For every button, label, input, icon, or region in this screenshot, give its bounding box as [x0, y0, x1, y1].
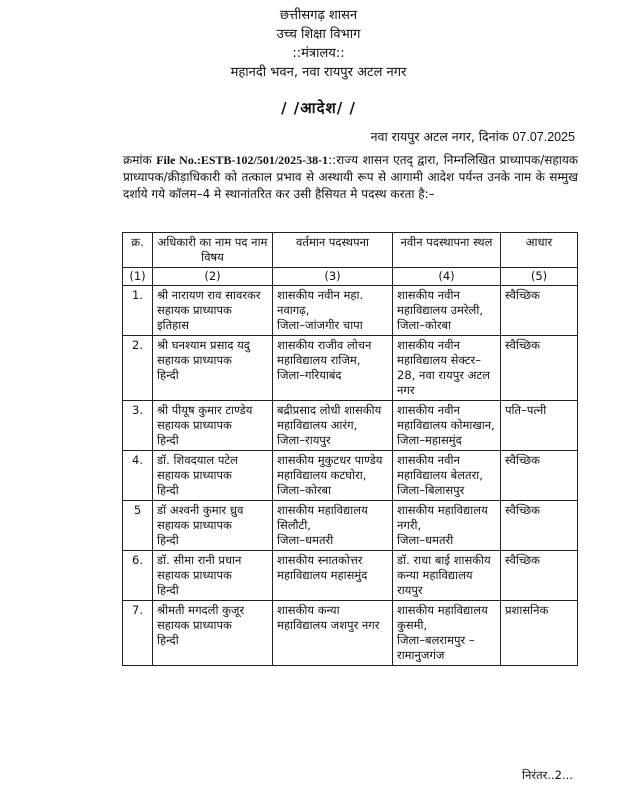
new-posting-cell-line: शासकीय नवीन महाविद्यालय सेक्टर–28, नवा रायपुर अटल नगर: [397, 338, 490, 397]
officer-cell-line: इतिहास: [157, 318, 190, 332]
officer-cell-line: डॉ. शिवदयाल पटेल: [157, 453, 238, 467]
officer-cell-line: श्री पीयूष कुमार टाण्डेय: [157, 403, 253, 417]
current-posting-cell-line: शासकीय कन्या महाविद्यालय जशपुर नगर: [277, 603, 380, 632]
officer-cell-line: डॉ अश्वनी कुमार ध्रुव: [157, 503, 244, 517]
new-posting-cell-line: शासकीय महाविद्यालय कुसमी,: [397, 603, 488, 632]
new-posting-cell-line: शासकीय नवीन महाविद्यालय बेलतरा,: [397, 453, 483, 482]
current-posting-cell-line: जिला–रायपुर: [277, 433, 331, 447]
row-serial: 1.: [123, 286, 153, 336]
officer-cell: [153, 501, 273, 551]
officer-cell: [153, 401, 273, 451]
basis-cell: स्वैच्छिक: [501, 551, 578, 601]
current-posting-cell-line: शासकीय स्नातकोत्तर महाविद्यालय महासमुंद: [277, 553, 368, 582]
header-govt: छत्तीसगढ़ शासन: [279, 8, 358, 23]
officer-cell-line: हिन्दी: [157, 633, 179, 647]
table-row: [123, 601, 578, 666]
dateline-place: नवा रायपुर अटल नगर, दिनांक: [370, 129, 509, 144]
officer-cell-line: सहायक प्राध्यापक: [157, 568, 232, 582]
current-posting-cell: [273, 286, 393, 336]
current-posting-cell-line: शासकीय नवीन महा. नवागढ़,: [277, 288, 364, 317]
col-number: (1): [123, 268, 153, 286]
dateline: [371, 128, 575, 145]
row-serial: 7.: [123, 601, 153, 666]
new-posting-cell: [393, 451, 501, 501]
current-posting-cell-line: बद्रीप्रसाद लोधी शासकीय महाविद्यालय आरंग,: [277, 403, 382, 432]
current-posting-cell-line: जिला–धमतरी: [277, 533, 334, 547]
officer-cell-line: हिन्दी: [157, 583, 179, 597]
header-officer: अधिकारी का नाम पद नाम विषय: [153, 233, 273, 268]
table-row: [123, 551, 578, 601]
officer-cell-line: हिन्दी: [157, 433, 179, 447]
header-sn: क्र.: [123, 233, 153, 268]
basis-cell: पति–पत्नी: [501, 401, 578, 451]
new-posting-cell: [393, 501, 501, 551]
officer-cell-line: सहायक प्राध्यापक: [157, 303, 232, 317]
officer-cell-line: हिन्दी: [157, 483, 179, 497]
header-department: उच्च शिक्षा विभाग: [276, 27, 361, 42]
row-serial: 3.: [123, 401, 153, 451]
col-number: (3): [273, 268, 393, 286]
officer-cell: [153, 451, 273, 501]
officer-cell-line: श्री नारायण राव सावरकर: [157, 288, 261, 302]
table-header-row: [123, 233, 578, 268]
current-posting-cell: [273, 336, 393, 401]
table-row: [123, 401, 578, 451]
officer-cell-line: सहायक प्राध्यापक: [157, 353, 232, 367]
row-serial: 2.: [123, 336, 153, 401]
current-posting-cell-line: जिला–कोरबा: [277, 483, 332, 497]
header-new-posting: नवीन पदस्थापना स्थल: [393, 233, 501, 268]
officer-cell: [153, 601, 273, 666]
officer-cell-line: सहायक प्राध्यापक: [157, 418, 232, 432]
current-posting-cell: [273, 601, 393, 666]
new-posting-cell: [393, 336, 501, 401]
officer-cell-line: श्री घनश्याम प्रसाद यदु: [157, 338, 250, 352]
header-ministry: ::मंत्रालय::: [292, 46, 345, 61]
new-posting-cell-line: शासकीय महाविद्यालय नगरी,: [397, 503, 488, 532]
new-posting-cell-line: जिला–महासमुंद: [397, 433, 462, 447]
basis-cell: स्वैच्छिक: [501, 451, 578, 501]
basis-cell: स्वैच्छिक: [501, 286, 578, 336]
column-number-row: [123, 268, 578, 286]
officer-cell-line: सहायक प्राध्यापक: [157, 518, 232, 532]
file-number: File No.:ESTB-102/501/2025-38-1: [156, 153, 329, 167]
col-number: (5): [501, 268, 578, 286]
transfer-table: [122, 232, 578, 666]
new-posting-cell-line: जिला–धमतरी: [397, 533, 454, 547]
ref-prefix: क्रमांक: [123, 153, 157, 167]
dateline-date: 07.07.2025: [512, 130, 575, 144]
col-number: (4): [393, 268, 501, 286]
basis-cell: प्रशासनिक: [501, 601, 578, 666]
header-address: महानदी भवन, नवा रायपुर अटल नगर: [230, 65, 407, 80]
current-posting-cell-line: जिला–गरियाबंद: [277, 368, 342, 382]
officer-cell: [153, 286, 273, 336]
order-title: / /आदेश/ /: [281, 99, 356, 117]
officer-cell-line: डॉ. सीमा रानी प्रधान: [157, 553, 242, 567]
col-number: (2): [153, 268, 273, 286]
officer-cell-line: सहायक प्राध्यापक: [157, 618, 232, 632]
current-posting-cell-line: शासकीय राजीव लोचन महाविद्यालय राजिम,: [277, 338, 372, 367]
officer-cell-line: सहायक प्राध्यापक: [157, 468, 232, 482]
table-row: [123, 451, 578, 501]
basis-cell: स्वैच्छिक: [501, 336, 578, 401]
new-posting-cell-line: शासकीय नवीन महाविद्यालय उमरेली,: [397, 288, 483, 317]
current-posting-cell-line: जिला–जांजगीर चापा: [277, 318, 363, 332]
current-posting-cell-line: शासकीय मुकुटधर पाण्डेय महाविद्यालय कटघोरा,: [277, 453, 383, 482]
current-posting-cell: [273, 501, 393, 551]
current-posting-cell: [273, 401, 393, 451]
current-posting-cell: [273, 551, 393, 601]
officer-cell: [153, 551, 273, 601]
continued-note: निरंतर..2...: [522, 768, 573, 782]
new-posting-cell-line: जिला–कोरबा: [397, 318, 452, 332]
table-row: [123, 336, 578, 401]
current-posting-cell-line: शासकीय महाविद्यालय सिलौटी,: [277, 503, 368, 532]
row-serial: 4.: [123, 451, 153, 501]
new-posting-cell: [393, 401, 501, 451]
row-serial: 6.: [123, 551, 153, 601]
new-posting-cell: [393, 601, 501, 666]
table-row: [123, 286, 578, 336]
new-posting-cell-line: शासकीय नवीन महाविद्यालय कोमाखान,: [397, 403, 495, 432]
new-posting-cell: [393, 286, 501, 336]
current-posting-cell: [273, 451, 393, 501]
new-posting-cell-line: जिला–बलरामपुर – रामानुजगंज: [397, 633, 475, 662]
officer-cell-line: हिन्दी: [157, 368, 179, 382]
order-text: ::राज्य शासन एतद् द्वारा, निम्नलिखित प्राध्यापक/सहायक प्राध्यापक/क्रीड़ाधिकारी को तत्काल प्रभाव से अस्थायी रूप से आगामी आदेश पर्यन्त उनके नाम के सम्मुख दर्शाये गये कॉलम–4 मे स्थानांतरित कर उसी हैसियत मे पदस्थ करता है:–: [123, 153, 578, 201]
new-posting-cell: [393, 551, 501, 601]
order-paragraph: [123, 152, 578, 203]
officer-cell: [153, 336, 273, 401]
officer-cell-line: श्रीमती मगदली कुजूर: [157, 603, 245, 617]
row-serial: 5: [123, 501, 153, 551]
basis-cell: स्वैच्छिक: [501, 501, 578, 551]
officer-cell-line: हिन्दी: [157, 533, 179, 547]
table-row: [123, 501, 578, 551]
header-current-posting: वर्तमान पदस्थपना: [273, 233, 393, 268]
new-posting-cell-line: डॉ. राधा बाई शासकीय कन्या महाविद्यालय रायपुर: [397, 553, 491, 597]
new-posting-cell-line: जिला–बिलासपुर: [397, 483, 465, 497]
header-basis: आधार: [501, 233, 578, 268]
